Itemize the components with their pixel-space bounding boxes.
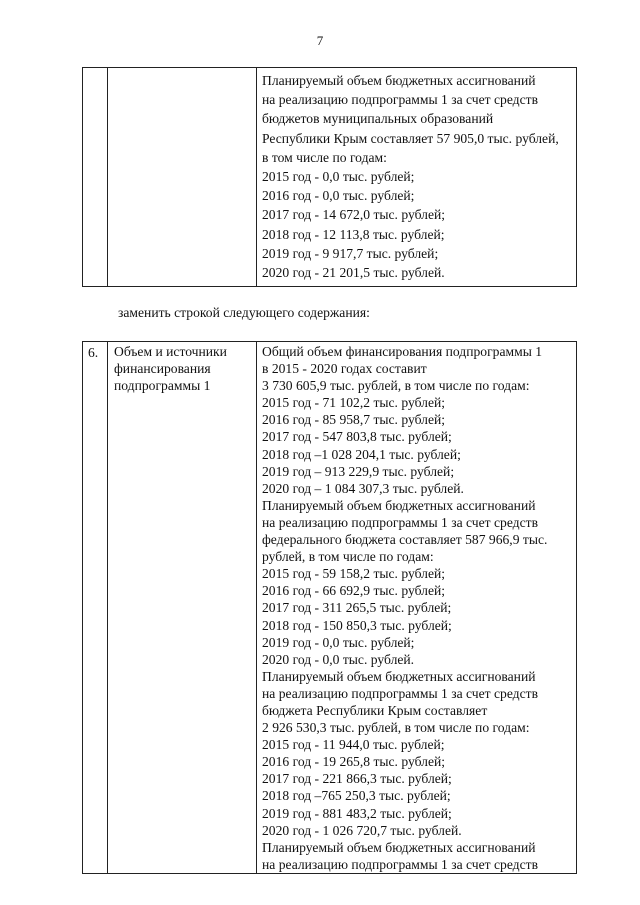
text-line: 2020 год – 1 084 307,3 тыс. рублей. [262,480,464,496]
text-line: 2020 год - 21 201,5 тыс. рублей. [262,264,445,280]
text-line: бюджета Республики Крым составляет [262,702,488,718]
text-line: в 2015 - 2020 годах составит [262,361,427,377]
text-line: 2018 год –1 028 204,1 тыс. рублей; [262,446,461,462]
row-name-cell [108,342,257,874]
text-line: 2016 год - 66 692,9 тыс. рублей; [262,583,446,599]
row-number: 6. [88,345,99,360]
text-line: 2019 год - 881 483,2 тыс. рублей; [262,805,452,821]
table-row [83,342,577,874]
text-line: на реализацию подпрограммы 1 за счет средств [262,92,538,108]
text-line: на реализацию подпрограммы 1 за счет средств [262,685,538,701]
row-content-cell [257,68,577,287]
text-line: Планируемый объем бюджетных ассигнований [262,73,536,88]
text-line: 2020 год - 0,0 тыс. рублей. [262,651,415,667]
row-name-cell [108,68,257,287]
text-line: в том числе по годам: [262,149,387,165]
new-row-table [82,341,577,874]
replace-instruction: заменить строкой следующего содержания: [118,305,370,320]
content-lines [257,342,576,873]
text-line: Планируемый объем бюджетных ассигнований [262,668,536,684]
page-number: 7 [316,33,324,48]
table-row [83,68,577,287]
text-line: федерального бюджета составляет 587 966,9 тыс. [262,532,548,548]
text-line: 2015 год - 11 944,0 тыс. рублей; [262,737,445,753]
text-line: на реализацию подпрограммы 1 за счет средств [262,514,538,530]
text-line: 2 926 530,3 тыс. рублей, в том числе по годам: [262,720,530,736]
text-line: 2017 год - 221 866,3 тыс. рублей; [262,771,452,787]
text-line: бюджетов муниципальных образований [262,111,494,127]
text-line: 2018 год - 12 113,8 тыс. рублей; [262,226,445,242]
text-line: Планируемый объем бюджетных ассигнований [262,839,536,855]
row-content-cell [257,342,577,874]
text-line: 2015 год - 59 158,2 тыс. рублей; [262,566,446,582]
text-line: Планируемый объем бюджетных ассигнований [262,497,536,513]
previous-row-table [82,67,577,287]
text-line: 2017 год - 547 803,8 тыс. рублей; [262,429,452,445]
text-line: 2015 год - 71 102,2 тыс. рублей; [262,395,446,411]
text-line: на реализацию подпрограммы 1 за счет средств [262,856,538,872]
text-line: 2019 год - 9 917,7 тыс. рублей; [262,245,439,261]
row-number-cell [83,68,108,287]
text-line: 2019 год - 0,0 тыс. рублей; [262,634,415,650]
text-line: 2015 год - 0,0 тыс. рублей; [262,168,415,184]
text-line: 2019 год – 913 229,9 тыс. рублей; [262,463,455,479]
text-line: 2017 год - 14 672,0 тыс. рублей; [262,207,446,223]
text-line: 2016 год - 19 265,8 тыс. рублей; [262,754,446,770]
text-line: 2016 год - 85 958,7 тыс. рублей; [262,412,446,428]
text-line: 2018 год - 150 850,3 тыс. рублей; [262,617,452,633]
text-line: Республики Крым составляет 57 905,0 тыс. рублей, [262,130,559,146]
text-line: 2020 год - 1 026 720,7 тыс. рублей. [262,822,462,838]
text-line: 3 730 605,9 тыс. рублей, в том числе по годам: [262,378,530,394]
row-name: Объем и источники финансирования подпрограммы 1 [114,344,227,393]
text-line: 2017 год - 311 265,5 тыс. рублей; [262,600,452,616]
text-line: Общий объем финансирования подпрограммы 1 [262,344,543,359]
content-lines [257,68,576,286]
text-line: рублей, в том числе по годам: [262,549,434,565]
text-line: 2016 год - 0,0 тыс. рублей; [262,188,415,204]
text-line: 2018 год –765 250,3 тыс. рублей; [262,788,451,804]
row-number-cell [83,342,108,874]
